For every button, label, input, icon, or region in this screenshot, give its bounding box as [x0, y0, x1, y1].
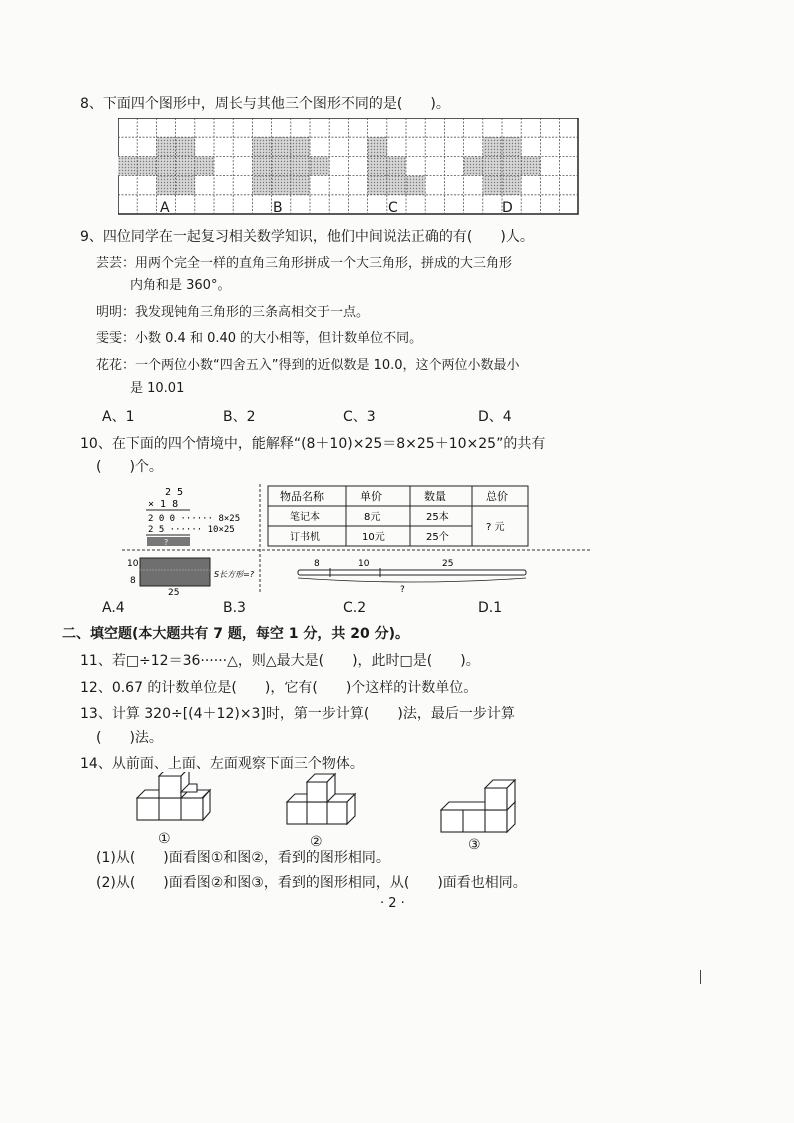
q9-statement-4b: 是 10.01	[130, 381, 185, 396]
table-cell-r2-price: 10元	[362, 532, 385, 543]
q14-stem: 14、从前面、上面、左面观察下面三个物体。	[80, 756, 364, 772]
shape-b-cell	[272, 156, 291, 175]
q12: 12、0.67 的计数单位是( )，它有( )个这样的计数单位。	[80, 680, 478, 696]
table-cell-r2-name: 订书机	[290, 532, 320, 543]
calc-result: ?	[164, 538, 169, 547]
shape-b-cell	[272, 137, 291, 156]
table-cell-r1-qty: 25本	[426, 512, 449, 523]
shape-d-cell	[483, 156, 502, 175]
table-cell-r2-qty: 25个	[426, 532, 449, 543]
table-header-total: 总价	[486, 490, 508, 503]
shape-a-cell	[176, 137, 195, 156]
q13-line-2: ( )法。	[96, 730, 163, 746]
table-cell-r1-price: 8元	[364, 512, 381, 523]
table-cell-r1-name: 笔记本	[290, 512, 320, 523]
q10-option-c: C.2	[343, 600, 367, 616]
page-number: · 2 ·	[380, 896, 405, 911]
q10-option-a: A.4	[102, 600, 125, 616]
shape-b-cell	[291, 156, 310, 175]
shape-c-cell	[387, 176, 406, 195]
shape-b-cell	[252, 156, 271, 175]
calc-line-3: 2 0 0 ······ 8×25	[148, 514, 241, 524]
shape-b-cell	[252, 137, 271, 156]
rect-bottom-25: 25	[168, 588, 180, 597]
shape-a-cell	[156, 176, 175, 195]
shape-c-cell	[368, 176, 387, 195]
table-header-name: 物品名称	[280, 490, 324, 503]
calc-line-4: 2 5 ······ 10×25	[148, 525, 235, 535]
shape-b-cell	[291, 137, 310, 156]
q9-stem: 9、四位同学在一起复习相关数学知识，他们中间说法正确的有( )人。	[80, 229, 534, 245]
rect-side-8: 8	[130, 576, 136, 586]
shape-b-cell	[272, 176, 291, 195]
shape-c-cell	[368, 137, 387, 156]
q10-stem-2: ( )个。	[96, 459, 163, 475]
q9-option-c: C、3	[343, 409, 376, 425]
rect-area: S长方形=?	[214, 570, 255, 579]
shape-b-cell	[310, 156, 329, 175]
table-header-price: 单价	[360, 490, 382, 503]
q9-statement-4: 花花：一个两位小数“四舍五入”得到的近似数是 10.0，这个两位小数最小	[96, 358, 520, 373]
shape-a-cell	[137, 156, 156, 175]
shape-a-cell	[156, 137, 175, 156]
shape-c-cell	[406, 176, 425, 195]
shape-d-cell	[464, 156, 483, 175]
q14-part-1: (1)从( )面看图①和图②，看到的图形相同。	[96, 850, 390, 866]
shape-d-cell	[483, 137, 502, 156]
q14-label-1: ①	[158, 831, 171, 847]
shape-d-cell	[502, 176, 521, 195]
q9-statement-3: 雯雯：小数 0.4 和 0.40 的大小相等，但计数单位不同。	[96, 331, 423, 346]
q11: 11、若□÷12＝36······△，则△最大是( )，此时□是( )。	[80, 653, 480, 669]
q9-option-a: A、1	[102, 409, 135, 425]
scan-mark	[700, 970, 701, 984]
q9-option-b: B、2	[223, 409, 256, 425]
shape-d-cell	[483, 176, 502, 195]
shape-a-cell	[176, 156, 195, 175]
q9-statement-2: 明明：我发现钝角三角形的三条高相交于一点。	[96, 305, 370, 320]
shape-d-cell	[502, 137, 521, 156]
q14-label-2: ②	[310, 834, 323, 850]
shape-d-cell	[502, 156, 521, 175]
q8-label-c: C	[388, 200, 398, 216]
shape-b-cell	[291, 176, 310, 195]
q10-scenarios-figure	[120, 482, 595, 597]
q14-label-3: ③	[468, 837, 481, 853]
shape-b-cell	[252, 176, 271, 195]
q10-option-b: B.3	[223, 600, 246, 616]
q10-stem: 10、在下面的四个情境中，能解释“(8＋10)×25＝8×25＋10×25”的共有	[80, 436, 546, 452]
rect-side-10: 10	[127, 559, 139, 569]
shape-c-cell	[387, 156, 406, 175]
seg-label-25: 25	[442, 559, 454, 569]
shape-d-cell	[521, 156, 540, 175]
q9-statement-1: 芸芸：用两个完全一样的直角三角形拼成一个大三角形，拼成的大三角形	[96, 256, 513, 271]
q8-stem: 8、下面四个图形中，周长与其他三个图形不同的是( )。	[80, 96, 450, 112]
shape-a-cell	[176, 176, 195, 195]
shape-a-cell	[195, 156, 214, 175]
q8-label-d: D	[502, 200, 513, 216]
shape-a-cell	[156, 156, 175, 175]
section-2-title: 二、填空题(本大题共有 7 题，每空 1 分，共 20 分)。	[62, 626, 410, 642]
calc-line-1: 2 5	[165, 487, 184, 498]
q9-statement-1b: 内角和是 360°。	[130, 278, 231, 293]
q8-label-a: A	[160, 200, 170, 216]
q8-label-b: B	[273, 200, 283, 216]
q10-option-d: D.1	[478, 600, 503, 616]
q14-part-2: (2)从( )面看图②和图③，看到的图形相同，从( )面看也相同。	[96, 875, 527, 891]
seg-question: ?	[400, 585, 405, 595]
seg-label-8: 8	[314, 559, 320, 569]
q9-option-d: D、4	[478, 409, 512, 425]
table-header-qty: 数量	[424, 490, 446, 503]
calc-line-2: × 1 8	[148, 499, 179, 510]
shape-c-cell	[368, 156, 387, 175]
shape-a-cell	[118, 156, 137, 175]
table-cell-total: ? 元	[486, 522, 505, 533]
seg-label-10: 10	[358, 559, 370, 569]
q13-line-1: 13、计算 320÷[(4＋12)×3]时，第一步计算( )法，最后一步计算	[80, 706, 515, 722]
